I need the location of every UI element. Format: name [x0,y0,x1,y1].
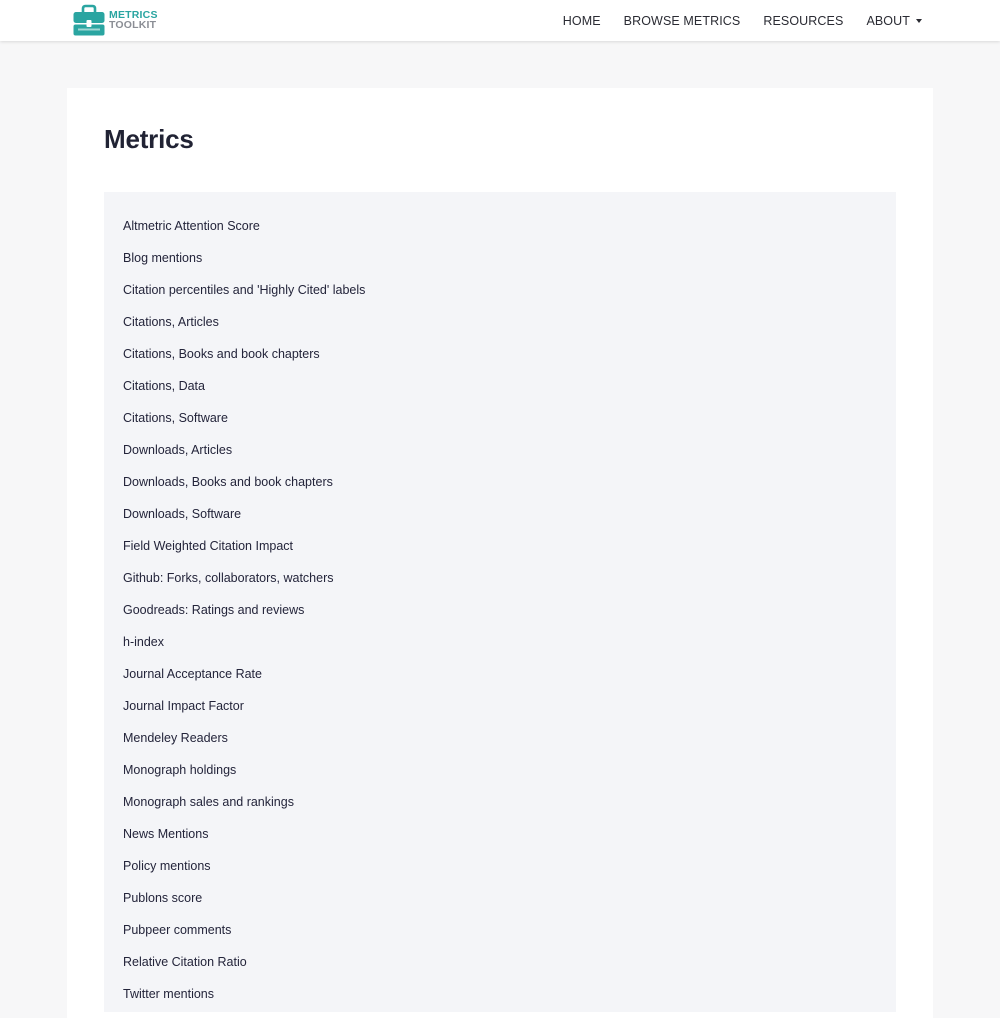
nav-link-browse-metrics[interactable] [624,14,741,28]
list-item [123,538,365,570]
metric-link[interactable]: Goodreads: Ratings and reviews [123,603,305,617]
nav-link-home[interactable] [563,14,601,28]
nav-link-resources[interactable] [763,14,843,28]
list-item [123,730,365,762]
metric-link[interactable]: Policy mentions [123,859,211,873]
list-item [123,634,365,666]
list-item [123,410,365,442]
brand-line-toolkit: TOOLKIT [109,19,157,31]
list-item [123,378,365,410]
nav-label-home: HOME [562,13,601,28]
metric-link[interactable]: Citation percentiles and 'Highly Cited' labels [123,283,366,297]
metric-link[interactable]: News Mentions [123,827,209,841]
metric-link[interactable]: Mendeley Readers [123,731,228,745]
metric-link[interactable]: Citations, Software [123,411,228,425]
nav-link-about-dropdown[interactable] [866,14,922,28]
metric-link[interactable]: Monograph holdings [123,763,237,777]
metric-link[interactable]: Downloads, Articles [123,443,233,457]
list-item [123,218,365,250]
list-item [123,826,365,858]
nav-label-resources: RESOURCES [763,13,844,28]
top-navbar [0,0,1000,41]
list-item [123,314,365,346]
nav-item-browse-metrics [601,14,741,28]
metric-link[interactable]: Citations, Books and book chapters [123,347,320,361]
list-item [123,922,365,954]
main-nav [540,0,922,41]
metric-link[interactable]: Citations, Data [123,379,205,393]
metric-link[interactable]: Publons score [123,891,203,905]
metric-link[interactable]: Downloads, Books and book chapters [123,475,333,489]
list-item [123,666,365,698]
list-item [123,346,365,378]
metric-link[interactable]: Blog mentions [123,251,203,265]
list-item [123,954,365,986]
toolbox-icon [72,3,106,37]
list-item [123,250,365,282]
metric-link[interactable]: h-index [123,635,164,649]
metric-link[interactable]: Field Weighted Citation Impact [123,539,293,553]
brand-line-metrics: METRICS [109,9,158,21]
brand-wordmark [109,10,158,30]
metric-link[interactable]: Relative Citation Ratio [123,955,247,969]
list-item [123,858,365,890]
caret-down-icon [916,19,922,23]
list-item [123,986,365,1018]
list-item [123,698,365,730]
list-item [123,602,365,634]
page-title: Metrics [104,124,194,154]
list-item [123,442,365,474]
metric-link[interactable]: Downloads, Software [123,507,242,521]
brand-logo-link[interactable] [72,3,158,37]
metric-link[interactable]: Monograph sales and rankings [123,795,294,809]
nav-label-about: ABOUT [866,13,910,28]
list-item [123,282,365,314]
list-item [123,506,365,538]
metrics-list [123,218,365,1018]
metrics-list-panel [104,192,896,1012]
list-item [123,762,365,794]
list-item [123,570,365,602]
list-item [123,890,365,922]
metric-link[interactable]: Twitter mentions [123,987,215,1001]
metric-link[interactable]: Citations, Articles [123,315,219,329]
metric-link[interactable]: Github: Forks, collaborators, watchers [123,571,334,585]
content-card [67,88,933,1018]
metric-link[interactable]: Pubpeer comments [123,923,232,937]
list-item [123,474,365,506]
nav-label-browse-metrics: BROWSE METRICS [623,13,741,28]
nav-item-about [843,14,922,28]
metric-link[interactable]: Journal Acceptance Rate [123,667,262,681]
nav-item-resources [740,14,843,28]
list-item [123,794,365,826]
metric-link[interactable]: Journal Impact Factor [123,699,244,713]
nav-item-home [540,14,601,28]
metric-link[interactable]: Altmetric Attention Score [123,219,260,233]
